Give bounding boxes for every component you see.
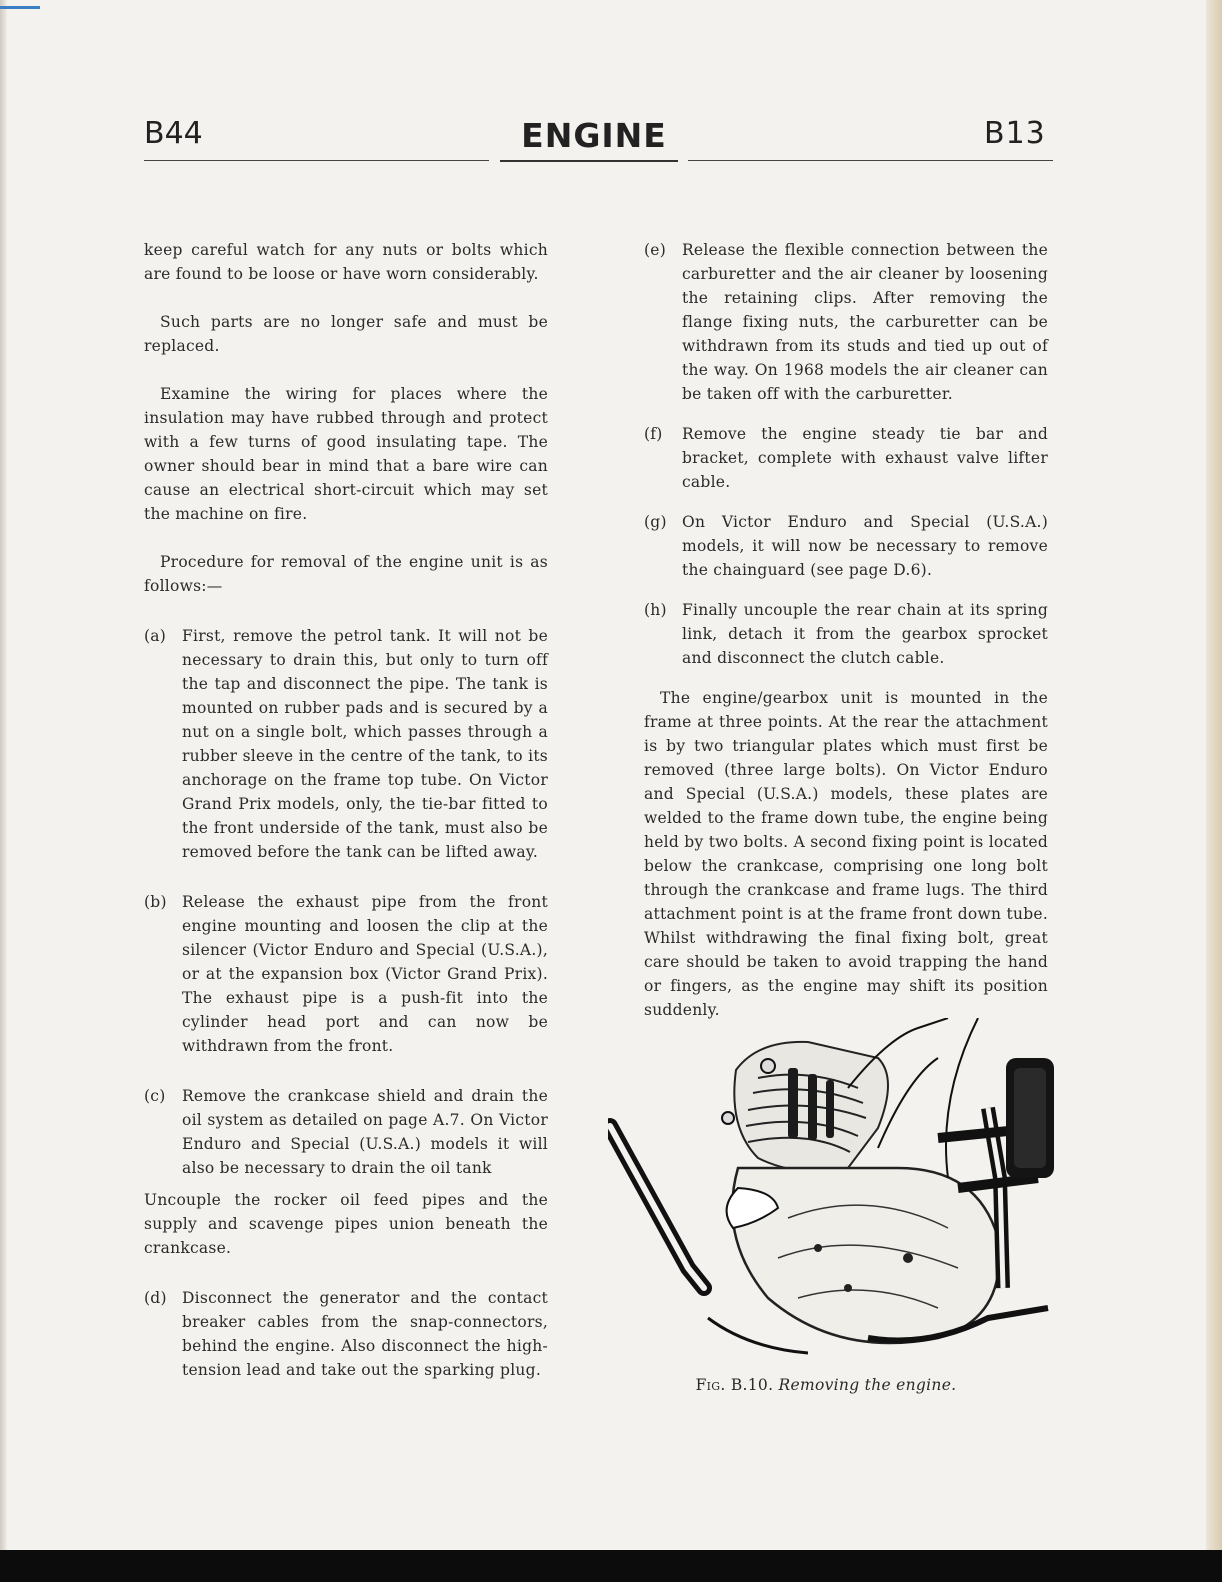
figure-caption bbox=[608, 1376, 1044, 1394]
bottom-band bbox=[0, 1550, 1222, 1582]
paragraph: Procedure for removal of the engine unit is as follows:— bbox=[144, 553, 548, 595]
paragraph: Examine the wiring for places where the insulation may have rubbed through and protect with a few turns of good insulating tape. The owner should bear in mind that a bare wire can cause an electrical short-circuit which may set the machine on fire. bbox=[144, 385, 548, 523]
list-item-text: First, remove the petrol tank. It will not be necessary to drain this, but only to turn off the tap and disconnect the pipe. The tank is mounted on rubber pads and is secured by a nut on a single bolt, which passes through a rubber sleeve in the centre of the tank, to its anchorage on the frame top tube. On Victor Grand Prix models, only, the tie-bar fitted to the front underside of the tank, must also be removed before the tank can be lifted away. bbox=[182, 627, 548, 861]
engine-illustration-icon bbox=[608, 1018, 1058, 1368]
page-edge-right bbox=[1206, 0, 1222, 1550]
list-item-subparagraph: Uncouple the rocker oil feed pipes and the supply and scavenge pipes union beneath the crankcase. bbox=[144, 1191, 548, 1257]
list-item-text: Release the exhaust pipe from the front engine mounting and loosen the clip at the silencer (Victor Enduro and Special (U.S.A.), or at the expansion box (Victor Grand Prix). The exhaust pipe is a push-fit into the cylinder head port and can now be withdrawn from the front. bbox=[182, 893, 548, 1055]
list-item-text: Release the flexible connection between the carburetter and the air cleaner by loosening the retaining clips. After removing the flange fixing nuts, the carburetter can be withdrawn from its studs and tied up out of the way. On 1968 models the air cleaner can be taken off with the carburetter. bbox=[682, 241, 1048, 403]
list-item bbox=[144, 1084, 548, 1180]
list-item-text: Remove the engine steady tie bar and bracket, complete with exhaust valve lifter cable. bbox=[682, 425, 1048, 491]
corner-mark bbox=[0, 6, 40, 9]
list-item bbox=[644, 238, 1048, 406]
left-column bbox=[144, 238, 548, 1382]
list-item-label: (d) bbox=[144, 1289, 167, 1307]
paragraph: Such parts are no longer safe and must be replaced. bbox=[144, 313, 548, 355]
list-item bbox=[144, 1286, 548, 1382]
header-rule bbox=[688, 160, 1053, 161]
list-item bbox=[644, 422, 1048, 494]
header-rule bbox=[144, 160, 489, 161]
paragraph: keep careful watch for any nuts or bolts which are found to be loose or have worn considerably. bbox=[144, 241, 548, 283]
list-item bbox=[144, 890, 548, 1058]
list-item-label: (h) bbox=[644, 601, 667, 619]
list-item bbox=[144, 624, 548, 864]
header-rule bbox=[500, 160, 678, 162]
paragraph: The engine/gearbox unit is mounted in the frame at three points. At the rear the attachment is by two triangular plates which must first be removed (three large bolts). On Victor Enduro and Special (U.S.A.) models, these plates are welded to the frame down tube, the engine being held by two bolts. A second fixing point is located below the crankcase, comprising one long bolt through the crankcase and frame lugs. The third attachment point is at the frame front down tube. Whilst withdrawing the final fixing bolt, great care should be taken to avoid trapping the hand or fingers, as the engine may shift its position suddenly. bbox=[644, 689, 1048, 1019]
figure-title: Removing the engine. bbox=[778, 1376, 957, 1394]
page-number: B13 bbox=[984, 116, 1046, 151]
list-item-label: (c) bbox=[144, 1087, 166, 1105]
header-section-code: B44 bbox=[144, 116, 203, 151]
list-item-label: (e) bbox=[644, 241, 667, 259]
right-column bbox=[644, 238, 1048, 1022]
list-item-label: (a) bbox=[144, 627, 167, 645]
engine-removal-illustration bbox=[608, 1018, 1058, 1368]
list-item-text: Disconnect the generator and the contact breaker cables from the snap-connectors, behind the engine. Also disconnect the high-tension lead and take out the sparking plug. bbox=[182, 1289, 548, 1379]
list-item-label: (b) bbox=[144, 893, 167, 911]
figure-number: Fig. B.10. bbox=[695, 1376, 774, 1394]
list-item bbox=[644, 510, 1048, 582]
list-item bbox=[644, 598, 1048, 670]
list-item-text: On Victor Enduro and Special (U.S.A.) models, it will now be necessary to remove the chainguard (see page D.6). bbox=[682, 513, 1048, 579]
page-title: ENGINE bbox=[521, 116, 667, 155]
list-item-label: (g) bbox=[644, 513, 667, 531]
list-item-label: (f) bbox=[644, 425, 663, 443]
list-item-text: Finally uncouple the rear chain at its spring link, detach it from the gearbox sprocket and disconnect the clutch cable. bbox=[682, 601, 1048, 667]
page-edge-left bbox=[0, 0, 7, 1550]
list-item-text: Remove the crankcase shield and drain the oil system as detailed on page A.7. On Victor Enduro and Special (U.S.A.) models it will also be necessary to drain the oil tank bbox=[182, 1087, 548, 1177]
